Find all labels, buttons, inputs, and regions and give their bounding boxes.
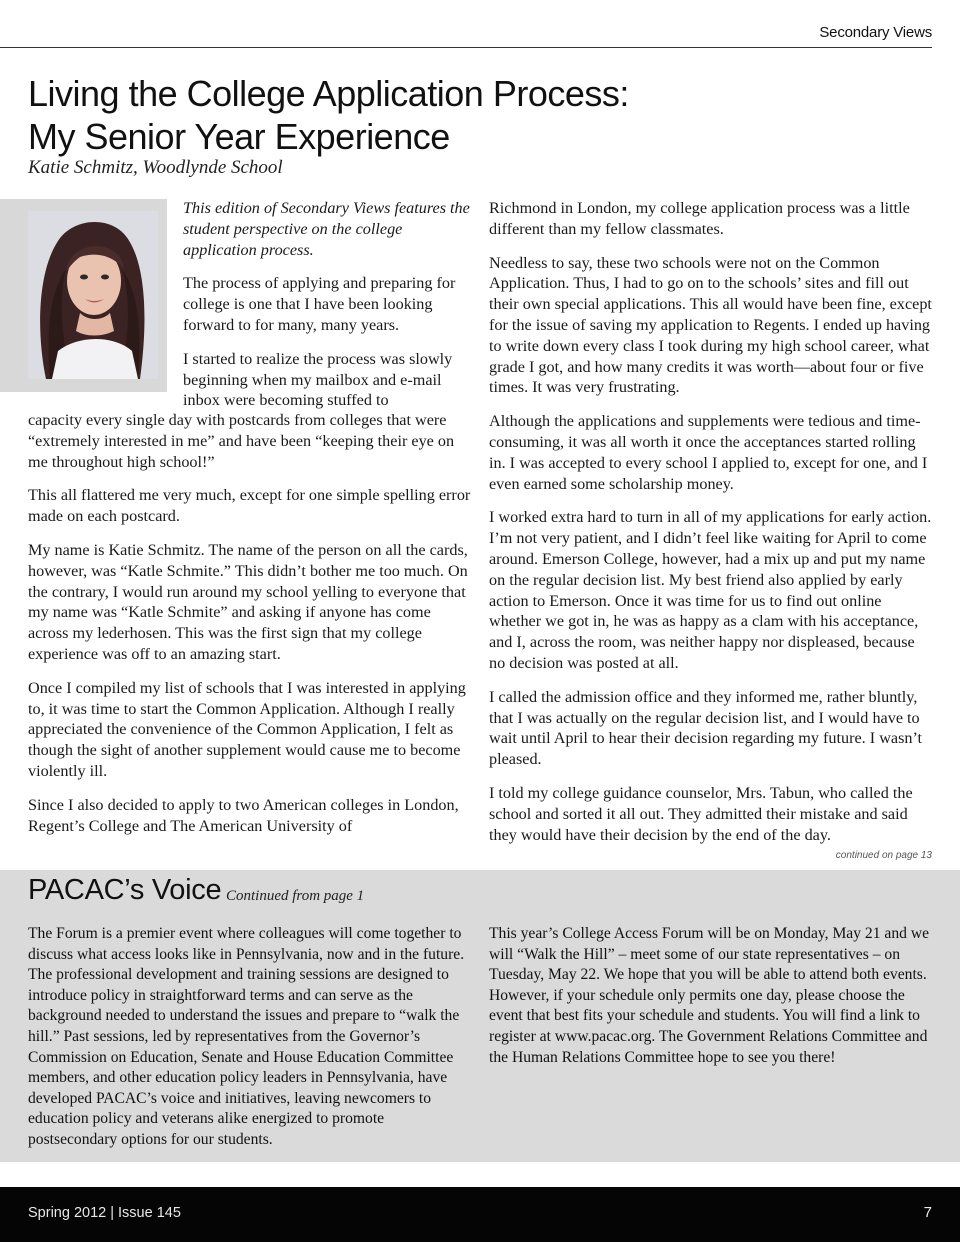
author-photo-frame [0, 199, 167, 392]
article-column-right [489, 198, 934, 858]
author-portrait-image [28, 211, 158, 379]
pacac-voice-column-left [28, 924, 473, 1151]
article-title-line-2: My Senior Year Experience [28, 116, 450, 157]
article-paragraph: Since I also decided to apply to two American colleges in London, Regent’s College and The American University of [28, 795, 459, 835]
article-paragraph: The process of applying and preparing for college is one that I have been looking forward to for many, many years. [183, 274, 456, 334]
continued-note: continued on page 13 [835, 850, 932, 861]
article-paragraph: Once I compiled my list of schools that I was interested in applying to, it was time to start the Common Application. Although I really appreciated the convenience of the Common Application, I felt as though the sight of another supplement would cause me to become violently ill. [28, 678, 466, 780]
article-column-left-top [183, 198, 473, 424]
article-paragraph: Needless to say, these two schools were not on the Common Application. Thus, I had to go on to the schools’ sites and fill out their own special applications. This all would have been fine, except for the issue of saving my application to Regents. I ended up having to write down every class I took during my high school career, what grade I got, and how many credits it was worth—about four or five times. It was very frustrating. [489, 253, 932, 397]
article-paragraph: I worked extra hard to turn in all of my applications for early action. I’m not very patient, and I didn’t feel like waiting for April to come around. Emerson College, however, had a mix up and put my name on the regular decision list. My best friend also applied by early action to Emerson. Once it was time for us to find out online whether we got in, he was as happy as a clam with his acceptance, and I, across the room, was neither happy nor displeased, because no decision was posted at all. [489, 508, 932, 672]
article-paragraph: This all flattered me very much, except for one simple spelling error made on each postcard. [28, 486, 471, 526]
author-photo [28, 211, 158, 379]
article-paragraph: Richmond in London, my college application process was a little different than my fellow classmates. [489, 199, 910, 238]
article-paragraph-split-start: I started to realize the process was slowly beginning when my mailbox and e-mail inbox were becoming stuffed to [183, 349, 453, 410]
article-paragraph: Although the applications and supplements were tedious and time-consuming, it was all worth it once the acceptances started rolling in. I was accepted to every school I applied to, except for one, and I even earned some scholarship money. [489, 412, 928, 493]
pacac-voice-paragraph: The Forum is a premier event where colleagues will come together to discuss what access looks like in Pennsylvania, now and in the future. The professional development and training sessions are designed to introduce policy in straightforward terms and can serve as the background needed to understand the issues and prepare to “walk the hill.” Past sessions, led by representatives from the Governor’s Commission on Education, Senate and House Education Committee members, and other education policy leaders in Pennsylvania, have developed PACAC’s voice and initiatives, leaving newcomers to education policy and veterans alike energized to promote postsecondary options for our students. [28, 925, 465, 1148]
article-paragraph-split-end: capacity every single day with postcards from colleges that were “extremely interested in me” and have been “keeping their eye on me throughout high school!” [28, 411, 455, 471]
article-intro: This edition of Secondary Views features the student perspective on the college application process. [183, 199, 470, 259]
article-column-left-bottom [28, 410, 473, 849]
article-paragraph: I told my college guidance counselor, Mrs. Tabun, who called the school and sorted it all out. They admitted their mistake and said they would have their decision by the end of the day. [489, 783, 913, 844]
pacac-voice-title: PACAC’s Voice [28, 874, 222, 906]
article-paragraph: I called the admission office and they informed me, rather bluntly, that I was actually on the regular decision list, and I would have to wait until April to hear their decision regarding my future. I wasn’t pleased. [489, 687, 923, 769]
article-title-line-1: Living the College Application Process: [28, 73, 629, 114]
section-label: Secondary Views [819, 24, 932, 41]
article-paragraph: My name is Katie Schmitz. The name of the person on all the cards, however, was “Katle Schmite.” This didn’t bother me too much. On the contrary, I would run around my school yelling to everyone that my name was “Katle Schmite” and asking if anyone has come across my lederhosen. This was the first sign that my college experience was off to an amazing start. [28, 540, 468, 663]
pacac-voice-column-right [489, 924, 934, 1068]
page-number: 7 [923, 1204, 932, 1221]
header-rule [0, 47, 932, 48]
footer-issue: Spring 2012 | Issue 145 [28, 1205, 181, 1221]
article-byline: Katie Schmitz, Woodlynde School [28, 157, 283, 178]
pacac-voice-subtitle: Continued from page 1 [226, 888, 365, 904]
article-title [28, 72, 928, 158]
pacac-voice-paragraph: This year’s College Access Forum will be on Monday, May 21 and we will “Walk the Hill” – meet some of our state representatives – on Tuesday, May 22. We hope that you will be able to attend both events. However, if your schedule only permits one day, please choose the event that best fits your schedule and students. You will find a link to register at www.pacac.org. The Government Relations Committee and the Human Relations Committee hope to see you there! [489, 925, 930, 1066]
